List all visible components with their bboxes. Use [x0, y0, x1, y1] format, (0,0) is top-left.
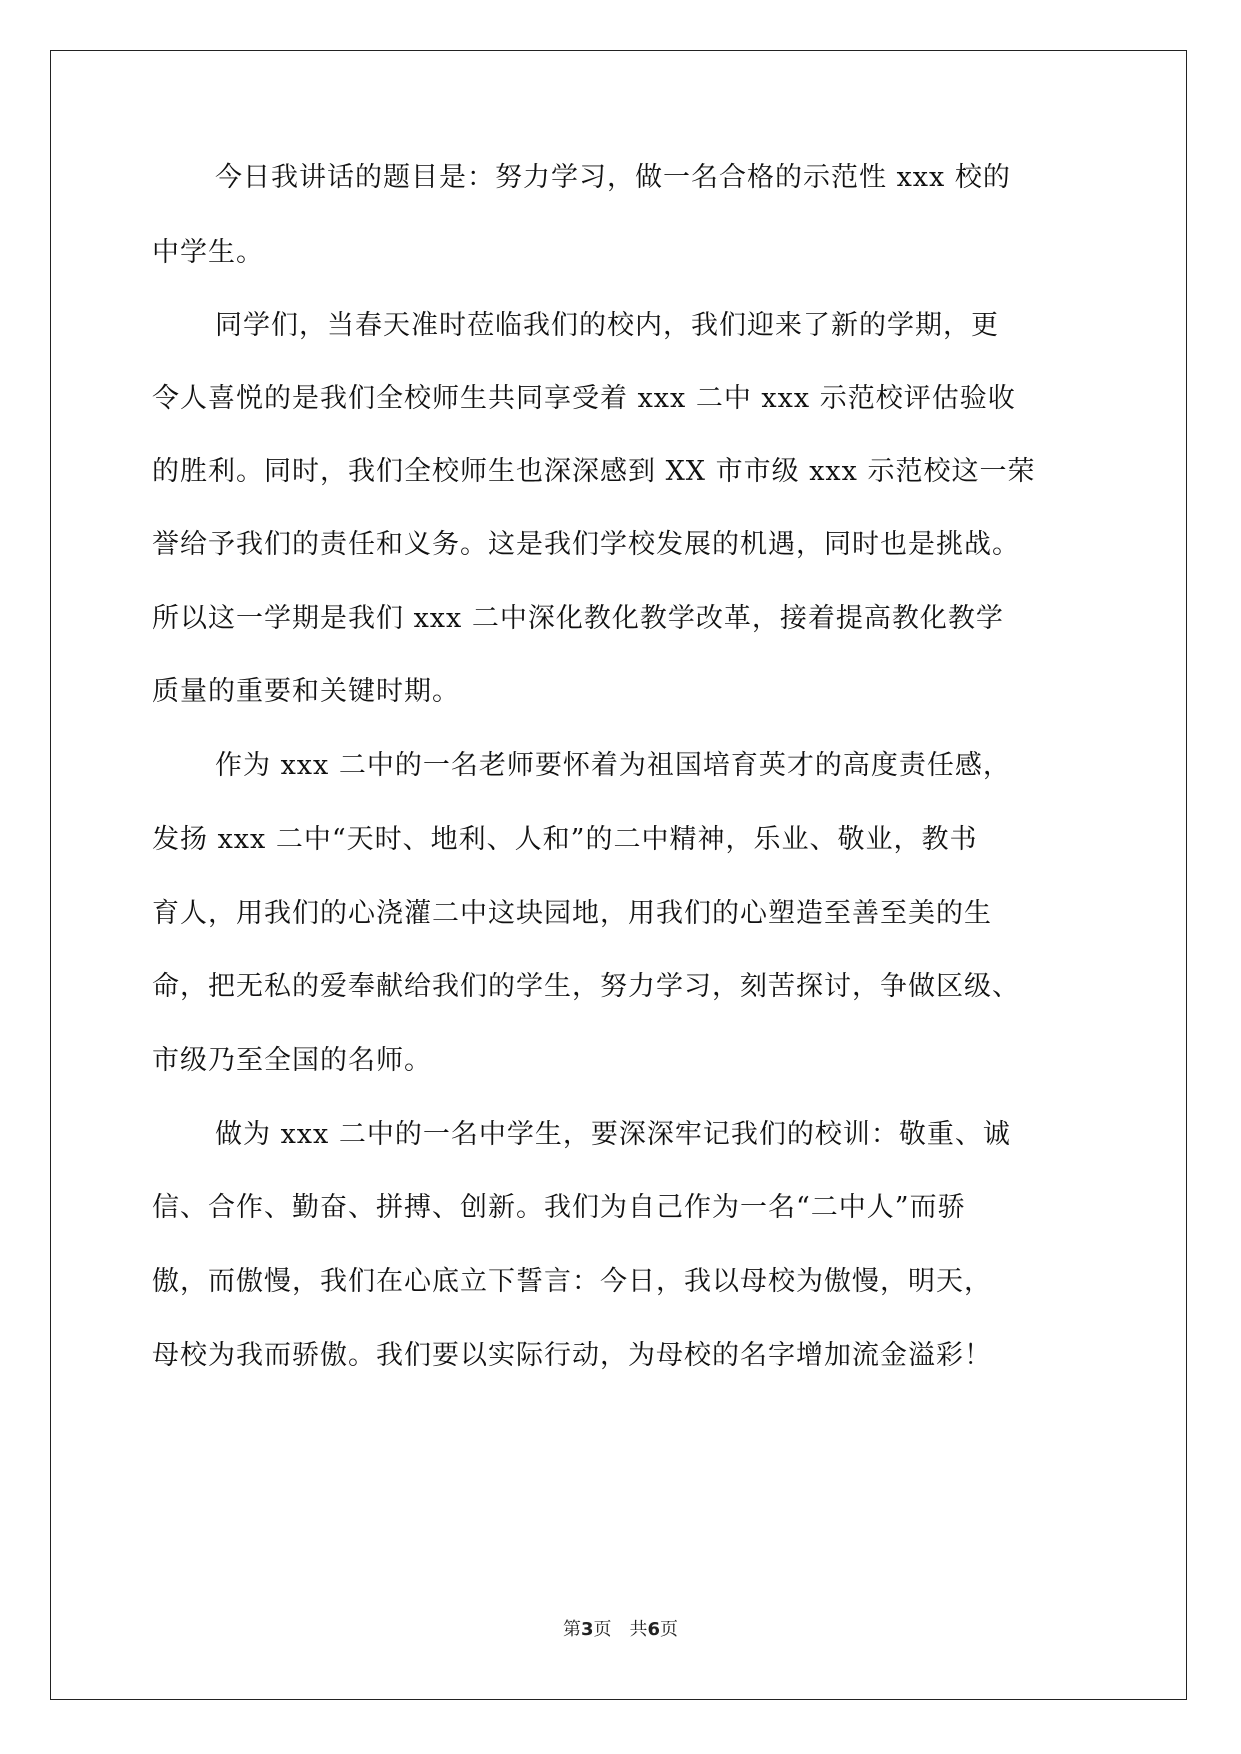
text-line: 中学生。	[152, 237, 264, 268]
page-total-suffix: 页	[660, 1619, 679, 1640]
text-line: 发扬 xxx 二中“天时、地利、人和”的二中精神，乐业、敬业，教书	[152, 824, 978, 855]
page-border	[50, 50, 1187, 1700]
page-number-suffix: 页	[593, 1619, 612, 1640]
text-line: 质量的重要和关键时期。	[152, 676, 460, 707]
text-line: 作为 xxx 二中的一名老师要怀着为祖国培育英才的高度责任感，	[215, 750, 1011, 781]
text-line: 信、合作、勤奋、拼搏、创新。我们为自己作为一名“二中人”而骄	[152, 1192, 966, 1223]
page-total: 6	[647, 1619, 661, 1640]
page-number-prefix: 第	[562, 1619, 581, 1640]
page-footer	[0, 1618, 1241, 1642]
text-line: 同学们，当春天准时莅临我们的校内，我们迎来了新的学期，更	[215, 310, 999, 341]
text-line: 育人，用我们的心浇灌二中这块园地，用我们的心塑造至善至美的生	[152, 898, 992, 929]
text-line: 的胜利。同时，我们全校师生也深深感到 XX 市市级 xxx 示范校这一荣	[152, 456, 1036, 487]
text-line: 所以这一学期是我们 xxx 二中深化教化教学改革，接着提高教化教学	[152, 603, 1004, 634]
page-number: 3	[580, 1619, 594, 1640]
text-line: 命，把无私的爱奉献给我们的学生，努力学习，刻苦探讨，争做区级、	[152, 971, 1020, 1002]
text-line: 母校为我而骄傲。我们要以实际行动，为母校的名字增加流金溢彩！	[152, 1340, 992, 1371]
page-total-prefix: 共	[629, 1619, 648, 1640]
text-line: 今日我讲话的题目是：努力学习，做一名合格的示范性 xxx 校的	[215, 162, 1011, 193]
text-line: 做为 xxx 二中的一名中学生，要深深牢记我们的校训：敬重、诚	[215, 1119, 1011, 1150]
text-line: 傲，而傲慢，我们在心底立下誓言：今日，我以母校为傲慢，明天，	[152, 1266, 992, 1297]
text-line: 市级乃至全国的名师。	[152, 1045, 432, 1076]
text-line: 誉给予我们的责任和义务。这是我们学校发展的机遇，同时也是挑战。	[152, 529, 1020, 560]
text-line: 令人喜悦的是我们全校师生共同享受着 xxx 二中 xxx 示范校评估验收	[152, 383, 1016, 414]
